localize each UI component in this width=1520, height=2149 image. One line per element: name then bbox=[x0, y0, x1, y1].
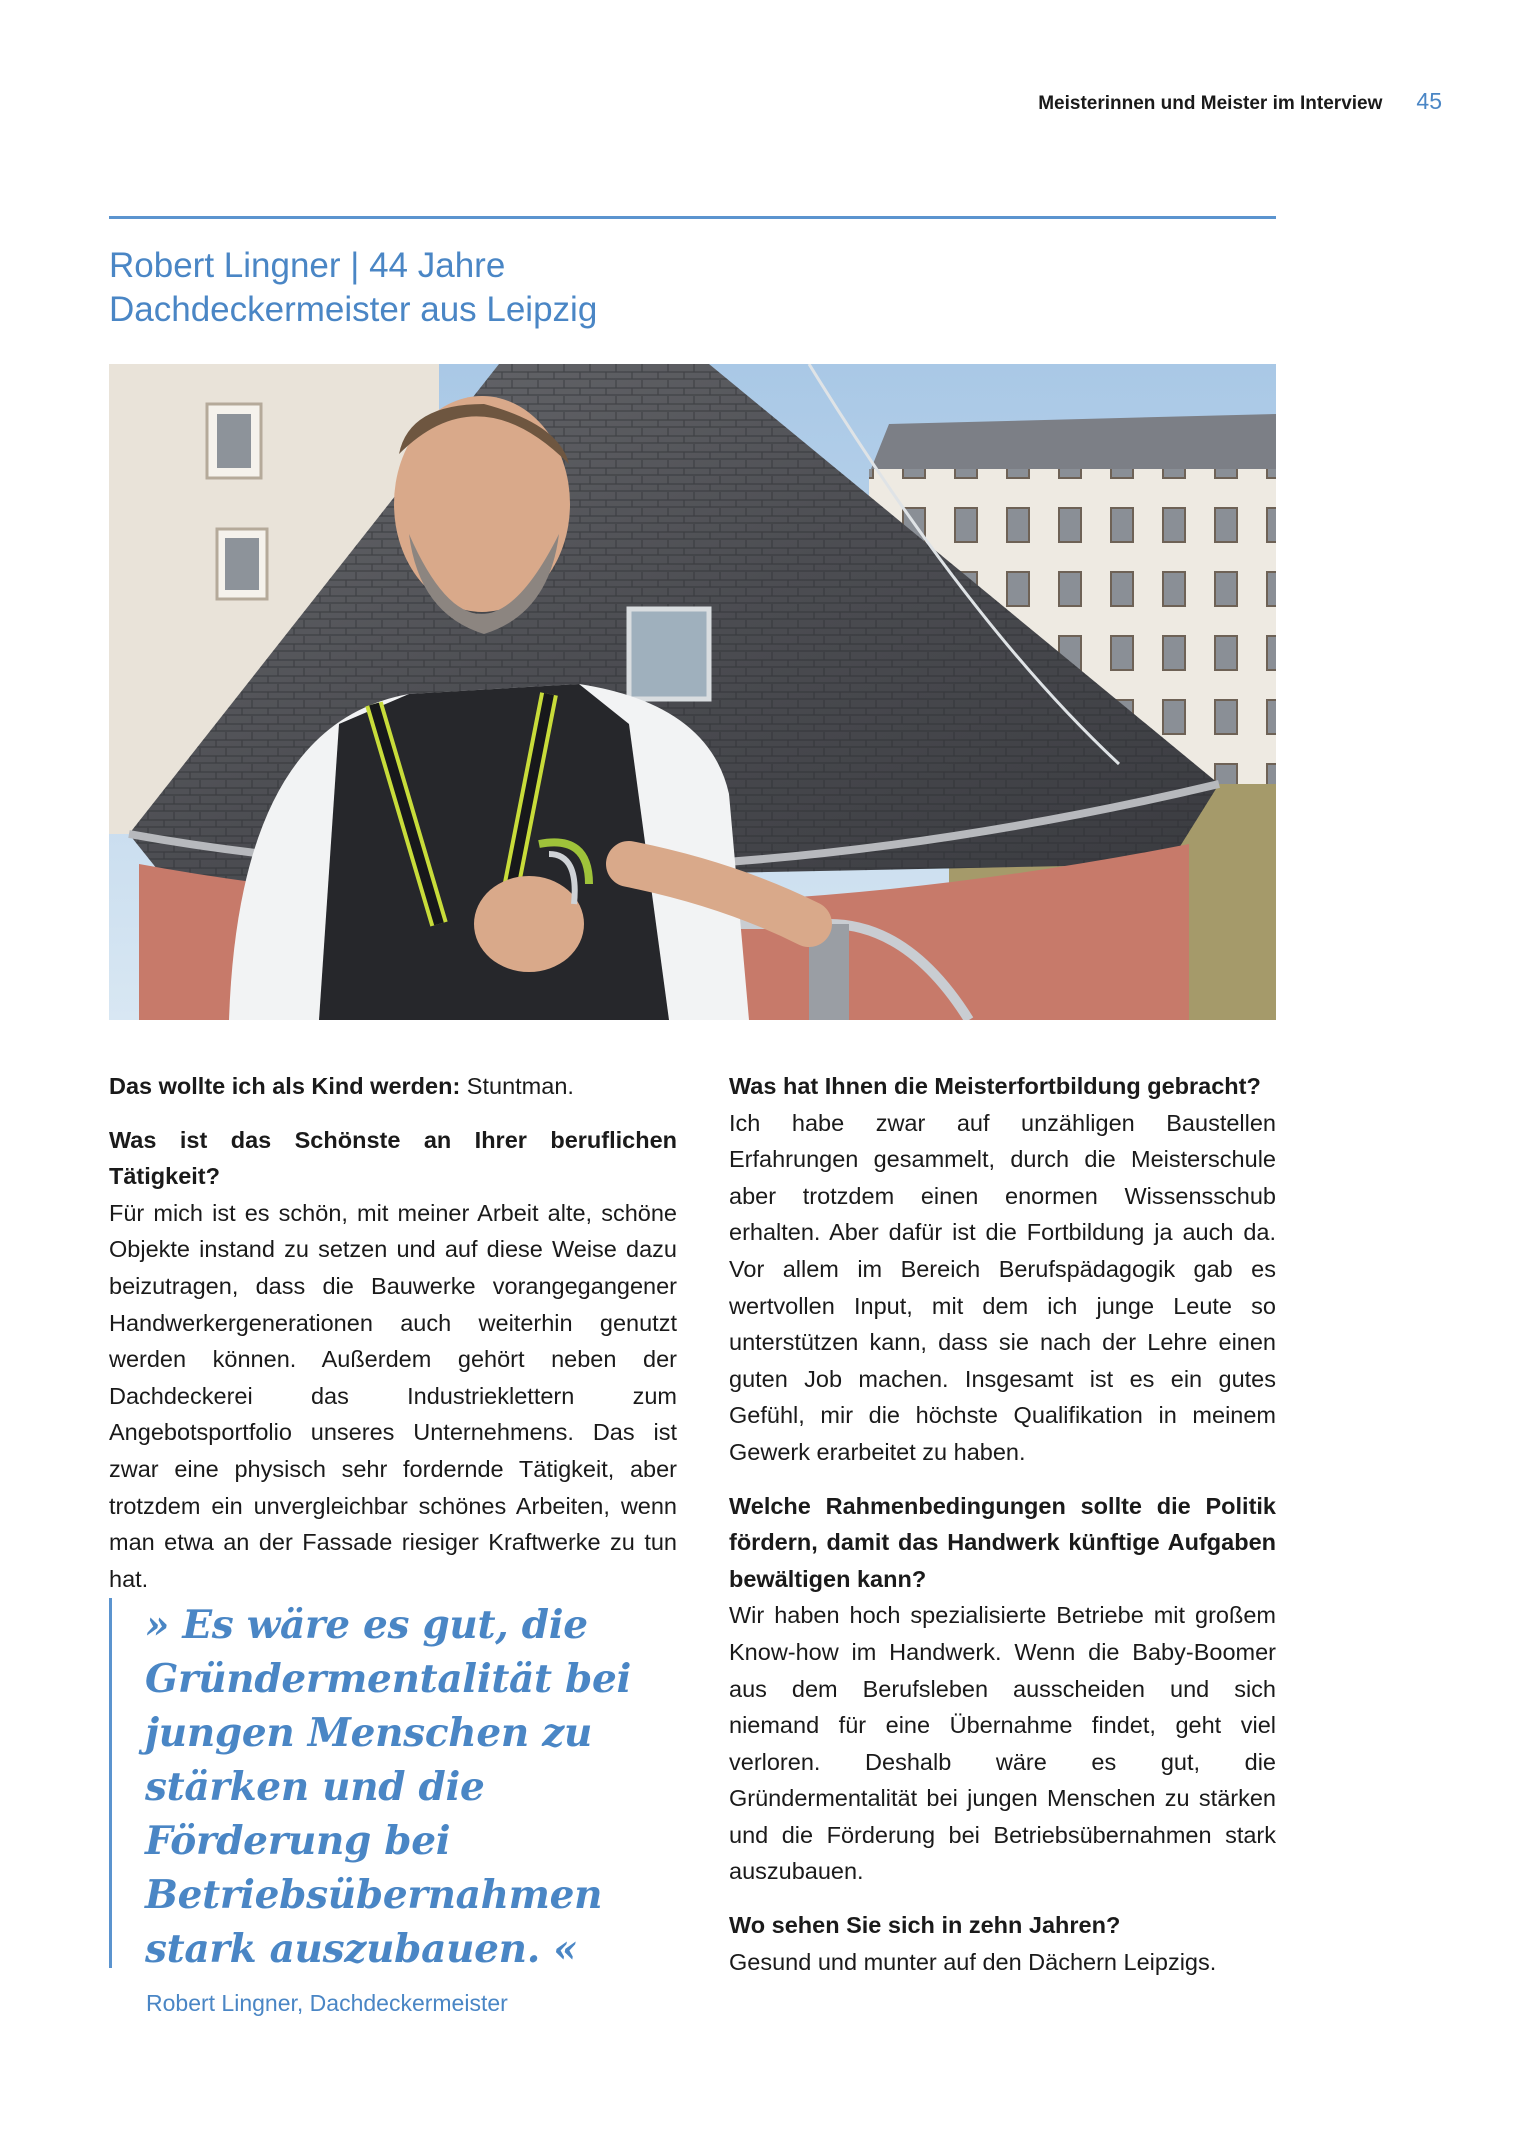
article-headline bbox=[109, 244, 597, 332]
section-title: Meisterinnen und Meister im Interview bbox=[1038, 93, 1383, 114]
question: Das wollte ich als Kind werden: bbox=[109, 1073, 461, 1099]
qa-master-training bbox=[729, 1068, 1276, 1471]
answer: Gesund und munter auf den Dächern Leipzigs. bbox=[729, 1948, 1217, 1975]
headline-profession: Dachdeckermeister aus Leipzig bbox=[109, 290, 598, 329]
answer: Wir haben hoch spezialisierte Betriebe mit großem Know-how im Handwerk. Wenn die Baby-Boomer aus dem Berufsleben ausscheiden und sich niemand für eine Übernahme findet, geht viel verloren. Deshalb wäre es gut, die Gründermentalität bei jungen Menschen zu stärken und die Förderung bei Betriebsübernahmen stark auszubauen. bbox=[729, 1602, 1276, 1885]
right-column bbox=[729, 1068, 1276, 1997]
answer: Ich habe zwar auf unzähligen Baustellen Erfahrungen gesammelt, durch die Meisterschule aber trotzdem einen enormen Wissensschub erhalten. Aber dafür ist die Fortbildung ja auch da. Vor allem im Bereich Berufspädagogik gab es wertvollen Input, mit dem ich junge Leute so unterstützen kann, dass sie nach der Lehre einen guten Job machen. Insgesamt ist es ein gutes Gefühl, mir die höchste Qualifikation in meinem Gewerk erarbeitet zu haben. bbox=[729, 1109, 1276, 1465]
headline-rule bbox=[109, 216, 1276, 219]
headline-name-age: Robert Lingner | 44 Jahre bbox=[109, 246, 506, 285]
qa-childhood-dream bbox=[109, 1068, 677, 1105]
pull-quote-author: Robert Lingner, Dachdeckermeister bbox=[146, 1990, 508, 2016]
running-header bbox=[1038, 88, 1442, 115]
answer: Stuntman. bbox=[460, 1073, 574, 1099]
question: Was hat Ihnen die Meisterfortbildung gebracht? bbox=[729, 1073, 1261, 1099]
question: Was ist das Schönste an Ihrer beruflichen Tätigkeit? bbox=[109, 1126, 677, 1190]
qa-best-part-of-job bbox=[109, 1122, 677, 1598]
pull-quote-text: » Es wäre es gut, die Gründermentalität bei jungen Menschen zu stärken und die Förderung bei Betriebsübernahmen stark auszubauen. « bbox=[145, 1602, 632, 1972]
portrait-photo bbox=[109, 364, 1276, 1020]
roofer-on-roof-illustration bbox=[109, 364, 1276, 1020]
qa-ten-years bbox=[729, 1907, 1276, 1980]
pull-quote bbox=[109, 1598, 692, 2016]
answer: Für mich ist es schön, mit meiner Arbeit alte, schöne Objekte instand zu setzen und auf diese Weise dazu beizutragen, dass die Bauwerke vorangegangener Handwerkergenerationen auch weiterhin genutzt werden können. Außerdem gehört neben der Dachdeckerei das Industrieklettern zum Angebotsportfolio unseres Unternehmens. Das ist zwar eine physisch sehr fordernde Tätigkeit, aber trotzdem ein unvergleichbar schönes Arbeiten, wenn man etwa an der Fassade riesiger Kraftwerke zu tun hat. bbox=[109, 1199, 677, 1592]
question: Welche Rahmenbedingungen sollte die Politik fördern, damit das Handwerk künftige Aufgaben bewältigen kann? bbox=[729, 1492, 1276, 1592]
left-column bbox=[109, 1068, 677, 1614]
question: Wo sehen Sie sich in zehn Jahren? bbox=[729, 1912, 1121, 1939]
page-number: 45 bbox=[1416, 88, 1442, 114]
qa-political-conditions bbox=[729, 1488, 1276, 1891]
